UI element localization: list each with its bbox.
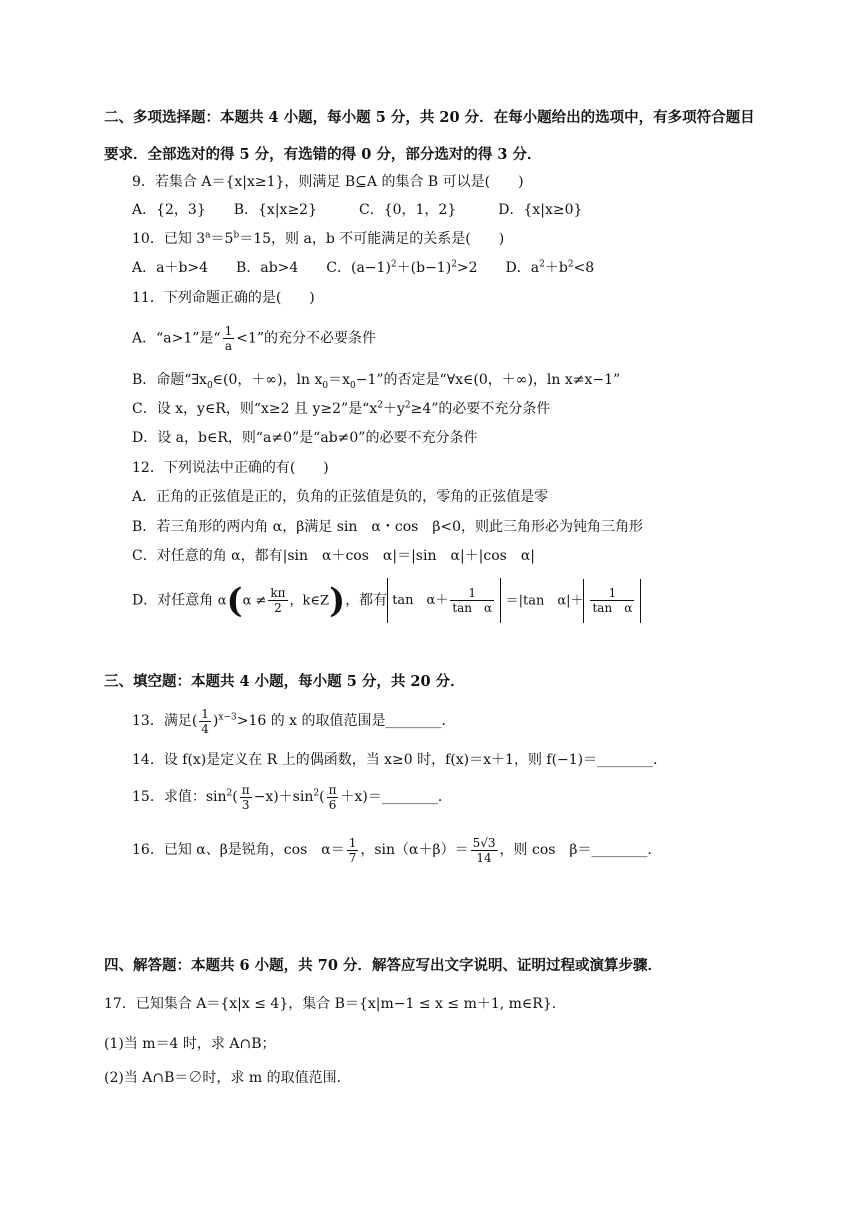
q16-part: ，则 cos β＝________． [499, 842, 662, 858]
q11c-sup: 2 [377, 400, 383, 411]
q11b-part: −1”的否定是“∀x∈(0，＋∞)，ln x≠x−1” [355, 372, 621, 388]
q13-sup: x−3 [218, 712, 237, 723]
q10-sup: 2 [539, 259, 545, 270]
q11b-sub: 0 [322, 380, 329, 391]
q11a-part: <1”的充分不必要条件 [236, 330, 377, 347]
frac-num: 1 [348, 835, 357, 850]
q13 [132, 704, 456, 738]
frac-num: 1 [468, 585, 477, 600]
q12-option-b: B．若三角形的两内角 α，β满足 sin α・cos β<0，则此三角形必为钝角三角形 [132, 519, 644, 535]
q10-opt-part: A．a＋b>4 B．ab>4 C．(a−1) [132, 260, 391, 276]
q10-sup: 2 [567, 259, 574, 270]
q12-option-a: A．正角的正弦值是正的，负角的正弦值是负的，零角的正弦值是零 [132, 489, 549, 505]
q11a-part: A．“a>1”是“ [132, 330, 221, 347]
frac-den: 3 [240, 797, 252, 812]
q15 [132, 779, 452, 815]
fraction-kpi-over-2 [268, 586, 287, 615]
frac-num: 1 [201, 706, 209, 721]
q10-stem-part: 10．已知 3 [132, 231, 206, 247]
q17-part2: (2)当 A∩B＝∅时，求 m 的取值范围． [104, 1070, 351, 1086]
abs-value-fraction [583, 579, 641, 623]
frac-den: tan α [592, 601, 633, 615]
q13-part: >16 的 x 的取值范围是________． [236, 713, 456, 729]
q11b-part: ＝x [328, 372, 351, 388]
q12d-part: tan α＋ [392, 593, 449, 608]
frac-num: π [328, 782, 337, 797]
fraction-one-over-a [223, 324, 235, 353]
q10-sup: 2 [451, 259, 457, 270]
q16-part: 16．已知 α、β是锐角，cos α＝ [132, 842, 345, 858]
fraction-one-over-tan [590, 586, 634, 615]
q10-opt-part: >2 D．a [456, 260, 540, 276]
right-brace: ) [329, 580, 346, 621]
q15-part: ( [319, 789, 325, 805]
q10-sup: a [205, 230, 211, 241]
q12d-part: ，k∈Z [289, 593, 330, 609]
fraction-one-seventh [347, 836, 359, 865]
fraction-5root3-over-14 [471, 836, 498, 865]
frac-den: 14 [471, 850, 498, 865]
q11-option-c [132, 399, 550, 419]
q12-stem: 12．下列说法中正确的有( ) [132, 460, 329, 476]
q11b-sub: 0 [206, 380, 213, 391]
q10-stem-part: ＝15，则 a，b 不可能满足的关系是( ) [239, 231, 505, 247]
q16 [132, 830, 662, 870]
frac-num: 5√3 [472, 835, 496, 850]
q11-option-d: D．设 a，b∈R，则“a≠0”是“ab≠0”的必要不充分条件 [132, 430, 478, 446]
q10-sup: b [233, 230, 240, 241]
q10-stem [132, 229, 504, 249]
section2-heading-line1: 二、多项选择题：本题共 4 小题，每小题 5 分，共 20 分．在每小题给出的选项中，有多项符合题目 [104, 109, 755, 126]
frac-den: 2 [268, 600, 287, 615]
section4-heading: 四、解答题：本题共 6 小题，共 70 分．解答应写出文字说明、证明过程或演算步骤． [104, 957, 662, 974]
q15-part: 15．求值：sin [132, 789, 227, 805]
frac-num: π [241, 782, 250, 797]
abs-value-expression [387, 578, 501, 623]
q10-stem-part: ＝5 [210, 231, 234, 247]
q12d-part: ＝|tan α|＋ [505, 593, 584, 609]
fraction-pi-over-3 [240, 783, 252, 812]
q10-opt-part: <8 [573, 260, 595, 276]
fraction-one-over-tan [450, 586, 494, 615]
frac-den: 4 [201, 721, 209, 736]
q11-stem: 11．下列命题正确的是( ) [132, 290, 315, 306]
q10-sup: 2 [390, 259, 397, 270]
q15-part: ( [232, 789, 238, 805]
q11c-part: ＋y [382, 401, 405, 417]
q15-sup: 2 [226, 788, 233, 799]
frac-num: 1 [224, 324, 233, 338]
frac-den: a [223, 338, 235, 353]
frac-den: 6 [327, 797, 339, 812]
q15-part: ＋x)＝________． [340, 789, 452, 805]
q12d-part: α ≠ [242, 593, 267, 609]
q12d-part: D．对任意角 [132, 592, 214, 609]
q13-part: 13．满足( [132, 713, 198, 729]
section3-heading: 三、填空题：本题共 4 小题，每小题 5 分，共 20 分． [104, 673, 465, 690]
q10-opt-part: ＋b [544, 260, 568, 276]
q13-part: ) [212, 713, 219, 729]
q10-opt-part: ＋(b−1) [396, 260, 452, 276]
q11c-sup: 2 [404, 400, 411, 411]
q17-stem: 17．已知集合 A＝{x|x ≤ 4}，集合 B＝{x|m−1 ≤ x ≤ m＋1, m∈R}． [104, 996, 566, 1012]
q11-option-a [132, 324, 376, 353]
frac-den: 7 [348, 850, 357, 865]
q11b-sub: 0 [350, 380, 356, 391]
q12-option-d [132, 578, 641, 623]
q11c-part: C．设 x，y∈R，则“x≥2 且 y≥2”是“x [132, 401, 378, 417]
q15-sup: 2 [313, 788, 320, 799]
frac-num: kπ [270, 586, 286, 600]
section2-heading-line2: 要求．全部选对的得 5 分，有选错的得 0 分，部分选对的得 3 分． [104, 146, 542, 163]
q9-options: A．{2，3} B．{x|x≥2} C．{0，1，2} D．{x|x≥0} [132, 202, 583, 218]
q12d-alpha: α [217, 593, 227, 609]
q10-options [132, 258, 594, 278]
q12d-part: ，都有 [345, 592, 388, 609]
q12-option-c: C．对任意的角 α，都有|sin α＋cos α|＝|sin α|＋|cos α| [132, 548, 535, 564]
q17-part1: (1)当 m＝4 时，求 A∩B； [104, 1036, 276, 1052]
q9-stem: 9．若集合 A＝{x|x≥1}，则满足 B⊆A 的集合 B 可以是( ) [132, 174, 524, 190]
frac-den: tan α [452, 600, 493, 615]
q16-part: ，sin（α＋β）＝ [360, 842, 469, 858]
fraction-pi-over-6 [327, 783, 339, 812]
q11b-part: ∈(0，＋∞)，ln x [212, 372, 323, 388]
q11b-part: B．命题“∃x [132, 372, 207, 388]
q14: 14．设 f(x)是定义在 R 上的偶函数，当 x≥0 时，f(x)＝x＋1，则 f(−1)＝________． [132, 752, 668, 768]
fraction-one-quarter [199, 707, 211, 736]
q15-part: −x)＋sin [253, 789, 314, 805]
q11-option-b [132, 370, 620, 390]
q11c-part: ≥4”的必要不充分条件 [410, 401, 551, 417]
left-brace: ( [226, 580, 243, 621]
frac-num: 1 [608, 586, 617, 600]
